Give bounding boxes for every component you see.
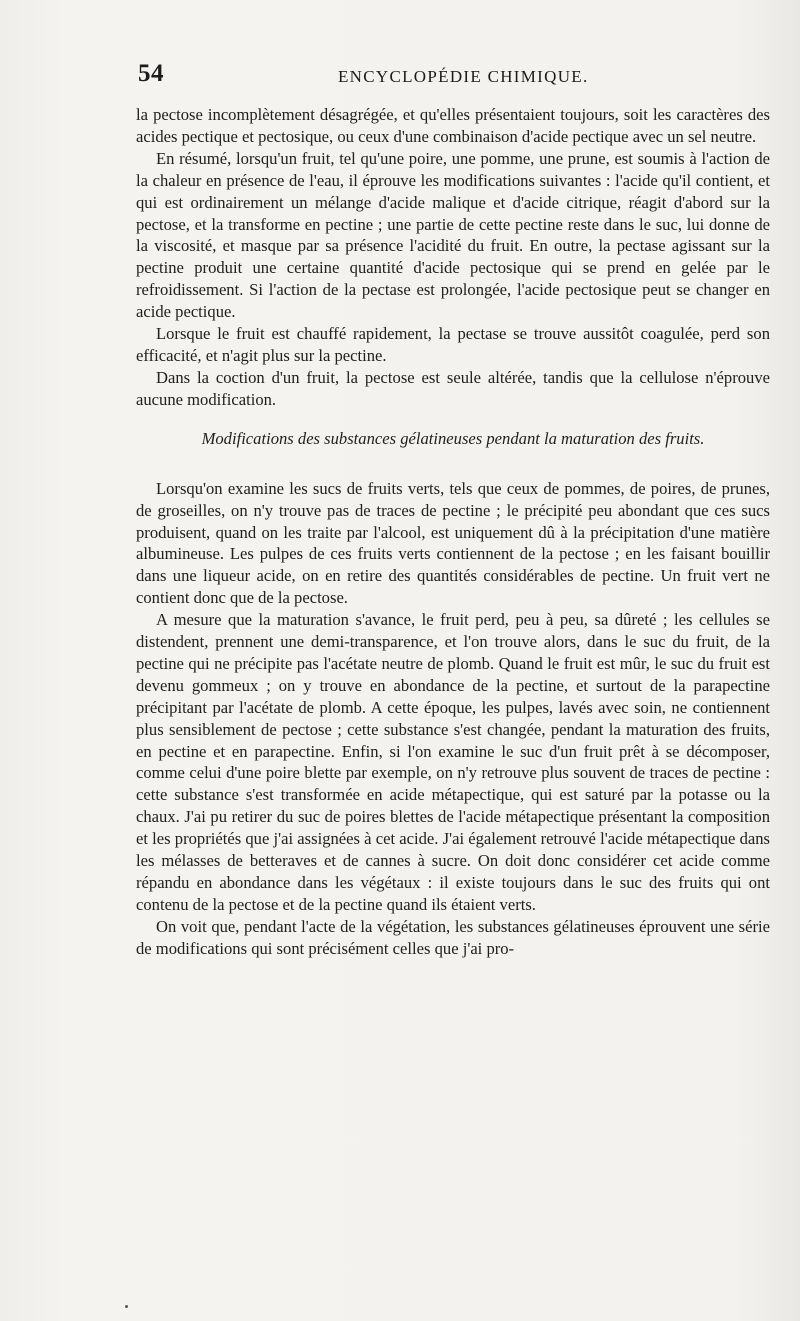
paragraph: On voit que, pendant l'acte de la végétation, les substances gélatineuses éprouvent une série de modifications qui sont précisément celles que j'ai pro- — [136, 916, 770, 958]
paragraph: Dans la coction d'un fruit, la pectose est seule altérée, tandis que la cellulose n'éprouve aucune modification. — [136, 367, 770, 409]
paragraph: la pectose incomplètement désagrégée, et qu'elles présentaient toujours, soit les caractères des acides pectique et pectosique, ou ceux d'une combinaison d'acide pectique avec un sel neutre. — [136, 105, 770, 146]
paragraph: Lorsque le fruit est chauffé rapidement, la pectase se trouve aussitôt coagulée, perd son efficacité, et n'agit plus sur la pectine. — [136, 324, 770, 365]
page-number: 54 — [138, 60, 164, 87]
paragraph: En résumé, lorsqu'un fruit, tel qu'une poire, une pomme, une prune, est soumis à l'action de la chaleur en présence de l'eau, il éprouve les modifications suivantes : l'acide qu'il contient, et qui est ordinairement un mélange d'acide malique et d'acide citrique, réagit d'abord sur la pectose, et la transforme en pectine ; une partie de cette pectine reste dans le suc, lui donne de la viscosité, et masque par sa présence l'acidité du fruit. En outre, la pectase agissant sur la pectine produit une certaine quantité d'acide pectosique qui se prend en gelée par le refroidissement. Si l'action de la pectase est prolongée, l'acide pectosique peut se changer en acide pectique. — [136, 148, 770, 322]
paper-speck — [125, 1305, 128, 1308]
paragraph: Lorsqu'on examine les sucs de fruits verts, tels que ceux de pommes, de poires, de prunes, de groseilles, on n'y trouve pas de traces de pectine ; le précipité peu abondant que ces sucs produisent, quand on les traite par l'alcool, est uniquement dû à la précipitation d'une matière albumineuse. Les pulpes de ces fruits verts contiennent de la pectose ; en les faisant bouillir dans une liqueur acide, on en retire des quantités considérables de pectine. Un fruit vert ne contient donc que de la pectose. — [136, 478, 770, 608]
body-text — [136, 104, 770, 960]
page-header — [138, 60, 770, 90]
running-title: ENCYCLOPÉDIE CHIMIQUE. — [338, 67, 589, 86]
section-heading: Modifications des substances gélatineuses pendant la maturation des fruits. — [201, 428, 705, 448]
paragraph: A mesure que la maturation s'avance, le fruit perd, peu à peu, sa dûreté ; les cellules se distendent, prennent une demi-transparence, et l'on trouve alors, dans le suc du fruit, de la pectine qui ne précipite pas l'acétate neutre de plomb. Quand le fruit est mûr, le suc du fruit est devenu gommeux ; on y trouve en abondance de la pectine, et surtout de la parapectine précipitant par l'acétate de plomb. A cette époque, les pulpes, lavés avec soin, ne contiennent plus sensiblement de pectose ; cette substance s'est changée, pendant la maturation des fruits, en pectine et en parapectine. Enfin, si l'on examine le suc d'un fruit prêt à se décomposer, comme celui d'une poire blette par exemple, on n'y retrouve plus souvent de traces de pectine : cette substance s'est transformée en acide métapectique, qui est saturé par la potasse ou la chaux. J'ai pu retirer du suc de poires blettes de l'acide métapectique présentant la composition et les propriétés que j'ai assignées à cet acide. J'ai également retrouvé l'acide métapectique dans les mélasses de betteraves et de cannes à sucre. On doit donc considérer cet acide comme répandu en abondance dans les végétaux : il existe toujours dans le suc des fruits qui ont contenu de la pectose et de la pectine quand ils étaient verts. — [136, 610, 770, 914]
